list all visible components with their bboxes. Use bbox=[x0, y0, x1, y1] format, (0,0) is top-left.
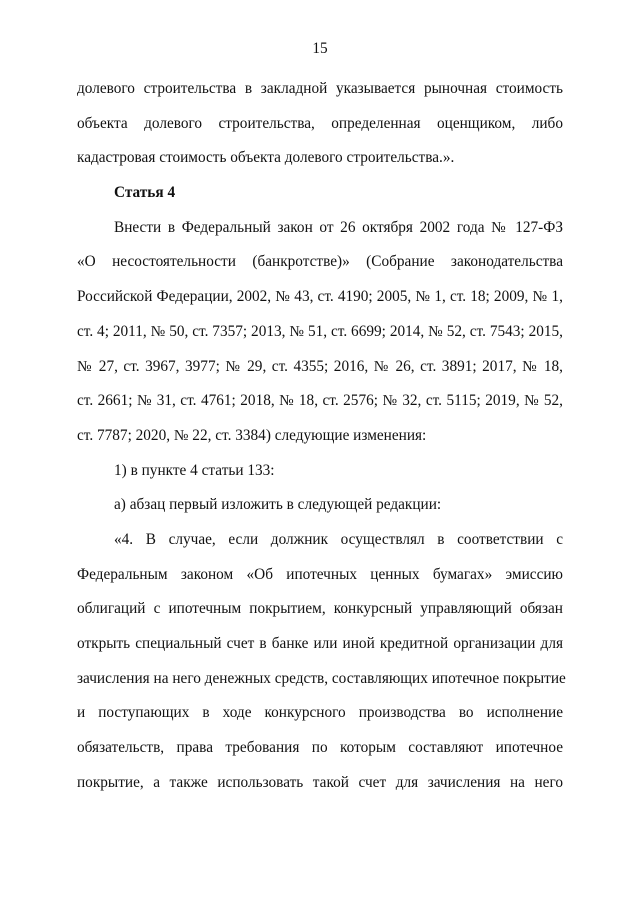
text-line: зачисления на него денежных средств, составляющих ипотечное покрытие bbox=[77, 669, 566, 687]
text-line: Внести в Федеральный закон от 26 октября 2002 года № 127-ФЗ bbox=[114, 218, 563, 236]
text-line: № 27, ст. 3967, 3977; № 29, ст. 4355; 2016, № 26, ст. 3891; 2017, № 18, bbox=[77, 357, 563, 375]
text-line: кадастровая стоимость объекта долевого строительства.». bbox=[77, 149, 455, 167]
text-line: обязательств, права требования по которым составляют ипотечное bbox=[77, 739, 563, 757]
text-line: покрытие, а также использовать такой счет для зачисления на него bbox=[77, 773, 563, 791]
text-line: ст. 2661; № 31, ст. 4761; 2018, № 18, ст. 2576; № 32, ст. 5115; 2019, № 52, bbox=[77, 392, 563, 410]
text-line: и поступающих в ходе конкурсного производства во исполнение bbox=[77, 704, 563, 722]
text-line: ст. 4; 2011, № 50, ст. 7357; 2013, № 51, ст. 6699; 2014, № 52, ст. 7543; 2015, bbox=[77, 322, 563, 340]
text-line: открыть специальный счет в банке или иной кредитной организации для bbox=[77, 635, 563, 652]
page-number: 15 bbox=[312, 40, 328, 57]
text-line: долевого строительства в закладной указывается рыночная стоимость bbox=[77, 80, 563, 97]
text-line: ст. 7787; 2020, № 22, ст. 3384) следующие изменения: bbox=[77, 426, 427, 444]
text-line: облигаций с ипотечным покрытием, конкурсный управляющий обязан bbox=[77, 600, 563, 618]
text-line: «4. В случае, если должник осуществлял в соответствии с bbox=[114, 530, 563, 548]
list-item: 1) в пункте 4 статьи 133: bbox=[114, 461, 275, 479]
text-line: Российской Федерации, 2002, № 43, ст. 4190; 2005, № 1, ст. 18; 2009, № 1, bbox=[77, 288, 563, 306]
text-line: «О несостоятельности (банкротстве)» (Собрание законодательства bbox=[77, 253, 563, 271]
list-item: а) абзац первый изложить в следующей редакции: bbox=[114, 496, 442, 514]
article-heading: Статья 4 bbox=[114, 184, 176, 202]
text-line: объекта долевого строительства, определенная оценщиком, либо bbox=[77, 114, 563, 132]
text-line: Федеральным законом «Об ипотечных ценных бумагах» эмиссию bbox=[77, 565, 563, 583]
document-body bbox=[77, 79, 566, 807]
